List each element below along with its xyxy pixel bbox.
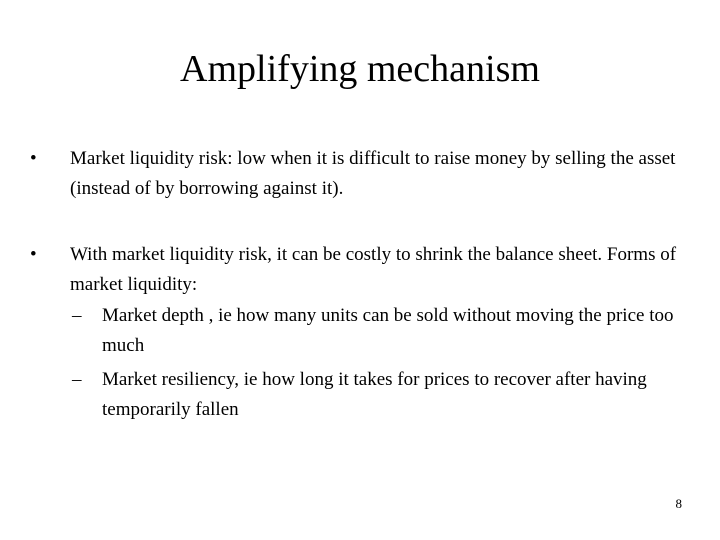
page-number: 8 bbox=[675, 496, 682, 511]
sub-bullet-marker: – bbox=[72, 369, 82, 390]
bullet-marker: • bbox=[30, 148, 37, 169]
bullet-text: With market liquidity risk, it can be costly to shrink the balance sheet. Forms of market liquidity: bbox=[70, 244, 677, 295]
sub-bullet-text: Market resiliency, ie how long it takes for prices to recover after having temporarily fallen bbox=[102, 369, 647, 420]
sub-bullet-marker: – bbox=[72, 305, 82, 326]
bullet-marker: • bbox=[30, 244, 37, 265]
bullet-item bbox=[30, 240, 690, 300]
bullet-item bbox=[30, 144, 690, 204]
sub-bullet-item bbox=[72, 365, 692, 425]
sub-bullet-item bbox=[72, 301, 692, 361]
slide-title: Amplifying mechanism bbox=[180, 48, 540, 90]
bullet-text: Market liquidity risk: low when it is difficult to raise money by selling the asset (instead of by borrowing against it). bbox=[70, 148, 676, 199]
sub-bullet-text: Market depth , ie how many units can be sold without moving the price too much bbox=[102, 305, 674, 356]
